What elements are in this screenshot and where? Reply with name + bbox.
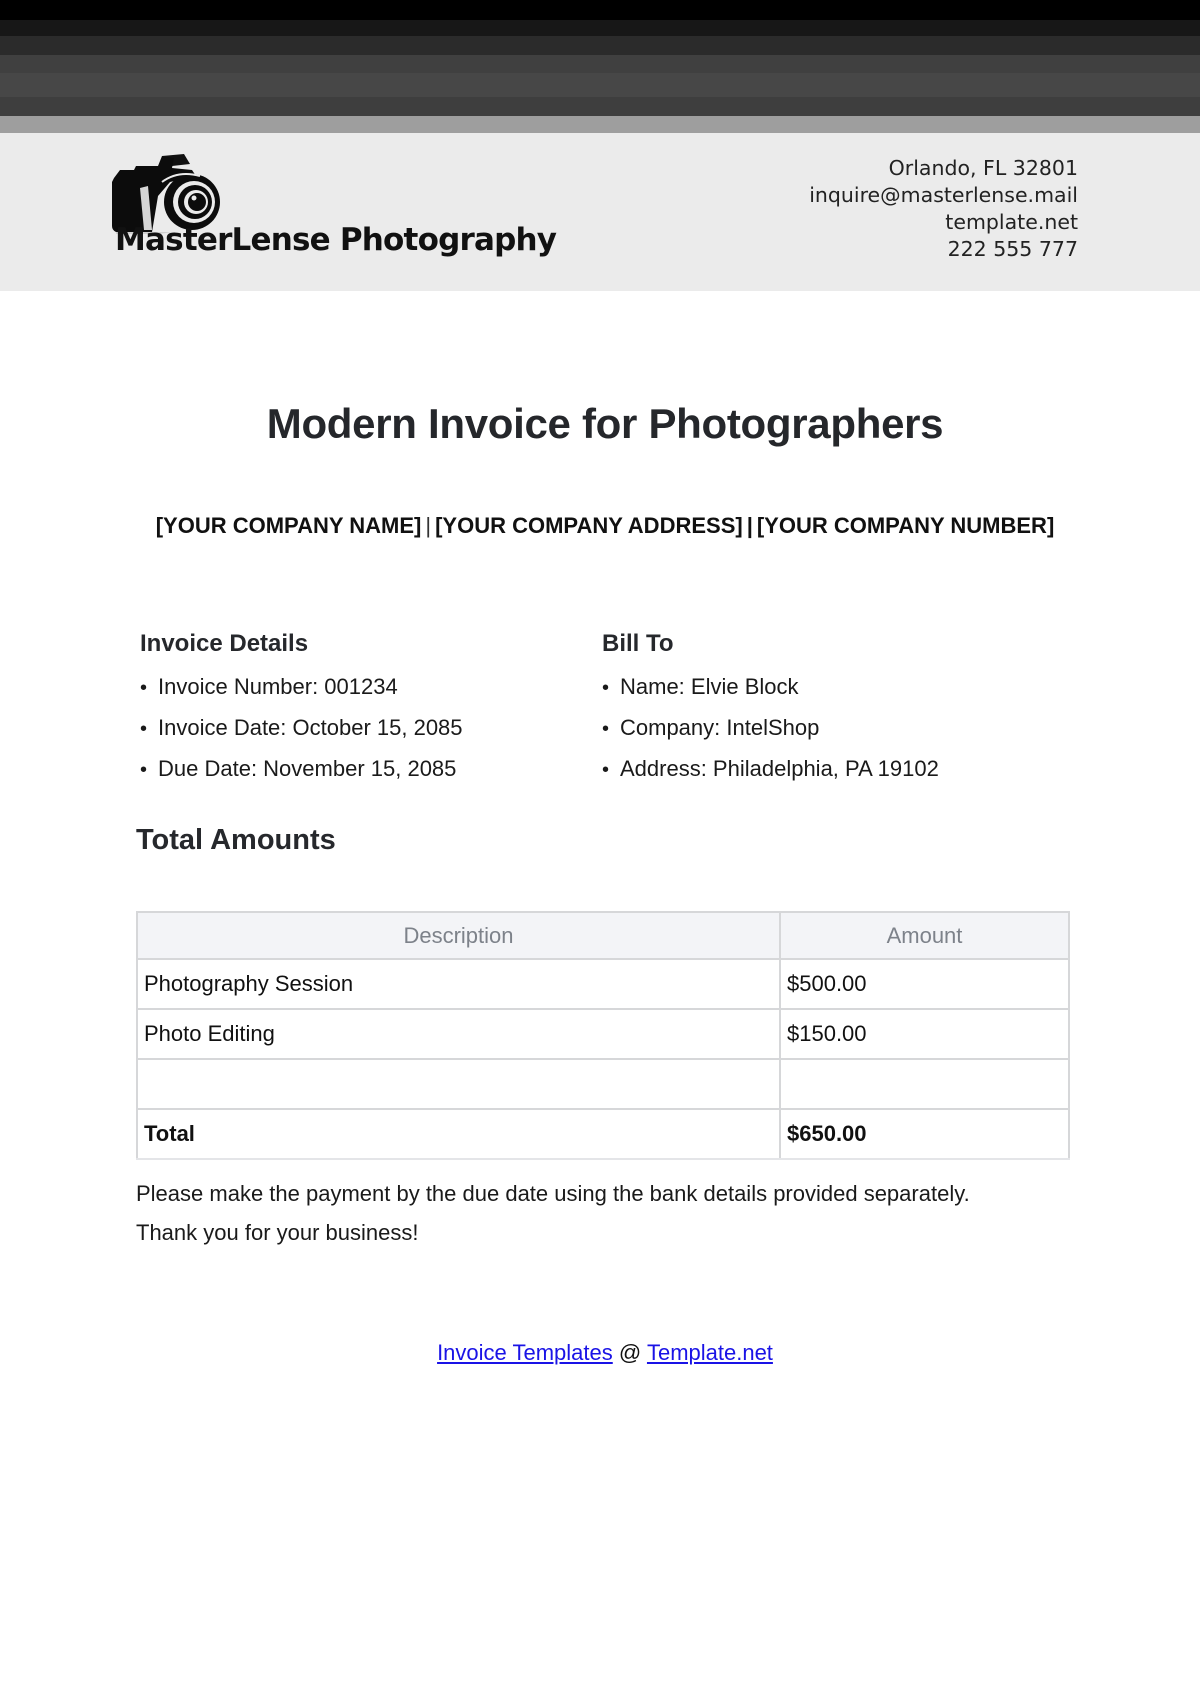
separator: |: [425, 513, 432, 538]
separator: |: [746, 513, 753, 538]
invoice-templates-link[interactable]: Invoice Templates: [437, 1340, 613, 1365]
thank-you-message: Thank you for your business!: [136, 1220, 419, 1245]
stripe: [0, 55, 1200, 73]
total-label: Total: [137, 1109, 780, 1159]
footer: [0, 1340, 1200, 1366]
table-row: [137, 1009, 1069, 1059]
list-item: • Due Date: November 15, 2085: [140, 749, 463, 790]
column-header-amount: Amount: [780, 912, 1069, 959]
company-address-placeholder: [YOUR COMPANY ADDRESS]: [435, 513, 743, 538]
payment-instructions: Please make the payment by the due date using the bank details provided separately.: [136, 1181, 970, 1206]
company-line: [0, 513, 1200, 539]
column-header-description: Description: [137, 912, 780, 959]
line-items-table: [136, 911, 1070, 1160]
stripe: [0, 0, 1200, 20]
brand-name: MasterLense Photography: [115, 222, 557, 258]
company-name-placeholder: [YOUR COMPANY NAME]: [155, 513, 422, 538]
contact-phone: 222 555 777: [947, 237, 1078, 261]
description-cell: Photography Session: [137, 959, 780, 1009]
list-item: • Invoice Number: 001234: [140, 667, 463, 708]
stripe: [0, 116, 1200, 133]
bill-to-list: [602, 667, 939, 790]
contact-email: inquire@masterlense.mail: [809, 183, 1078, 207]
invoice-details-list: [140, 667, 463, 790]
company-number-placeholder: [YOUR COMPANY NUMBER]: [756, 513, 1055, 538]
contact-address: Orlando, FL 32801: [888, 156, 1078, 180]
table-header-row: [137, 912, 1069, 959]
total-row: [137, 1109, 1069, 1159]
list-item: • Name: Elvie Block: [602, 667, 939, 708]
list-item: • Company: IntelShop: [602, 708, 939, 749]
at-symbol: @: [618, 1340, 642, 1365]
amount-cell: $150.00: [780, 1009, 1069, 1059]
list-item: • Address: Philadelphia, PA 19102: [602, 749, 939, 790]
contact-block: [809, 155, 1078, 263]
contact-website: template.net: [945, 210, 1078, 234]
total-amounts-heading: Total Amounts: [136, 824, 336, 856]
stripe: [0, 20, 1200, 36]
list-item: • Invoice Date: October 15, 2085: [140, 708, 463, 749]
total-amount: $650.00: [780, 1109, 1069, 1159]
stripe: [0, 97, 1200, 116]
template-net-link[interactable]: Template.net: [646, 1340, 773, 1365]
amount-cell: [780, 1059, 1069, 1109]
description-cell: [137, 1059, 780, 1109]
invoice-details: [140, 630, 463, 790]
bill-to: [602, 630, 939, 790]
stripe: [0, 73, 1200, 97]
stripe: [0, 36, 1200, 55]
description-cell: Photo Editing: [137, 1009, 780, 1059]
amount-cell: $500.00: [780, 959, 1069, 1009]
table-row: [137, 1059, 1069, 1109]
document-title: Modern Invoice for Photographers: [266, 400, 944, 447]
table-row: [137, 959, 1069, 1009]
bill-to-heading: Bill To: [602, 630, 674, 657]
invoice-details-heading: Invoice Details: [140, 630, 309, 657]
header-stripes: [0, 0, 1200, 133]
payment-note: [136, 1174, 970, 1252]
